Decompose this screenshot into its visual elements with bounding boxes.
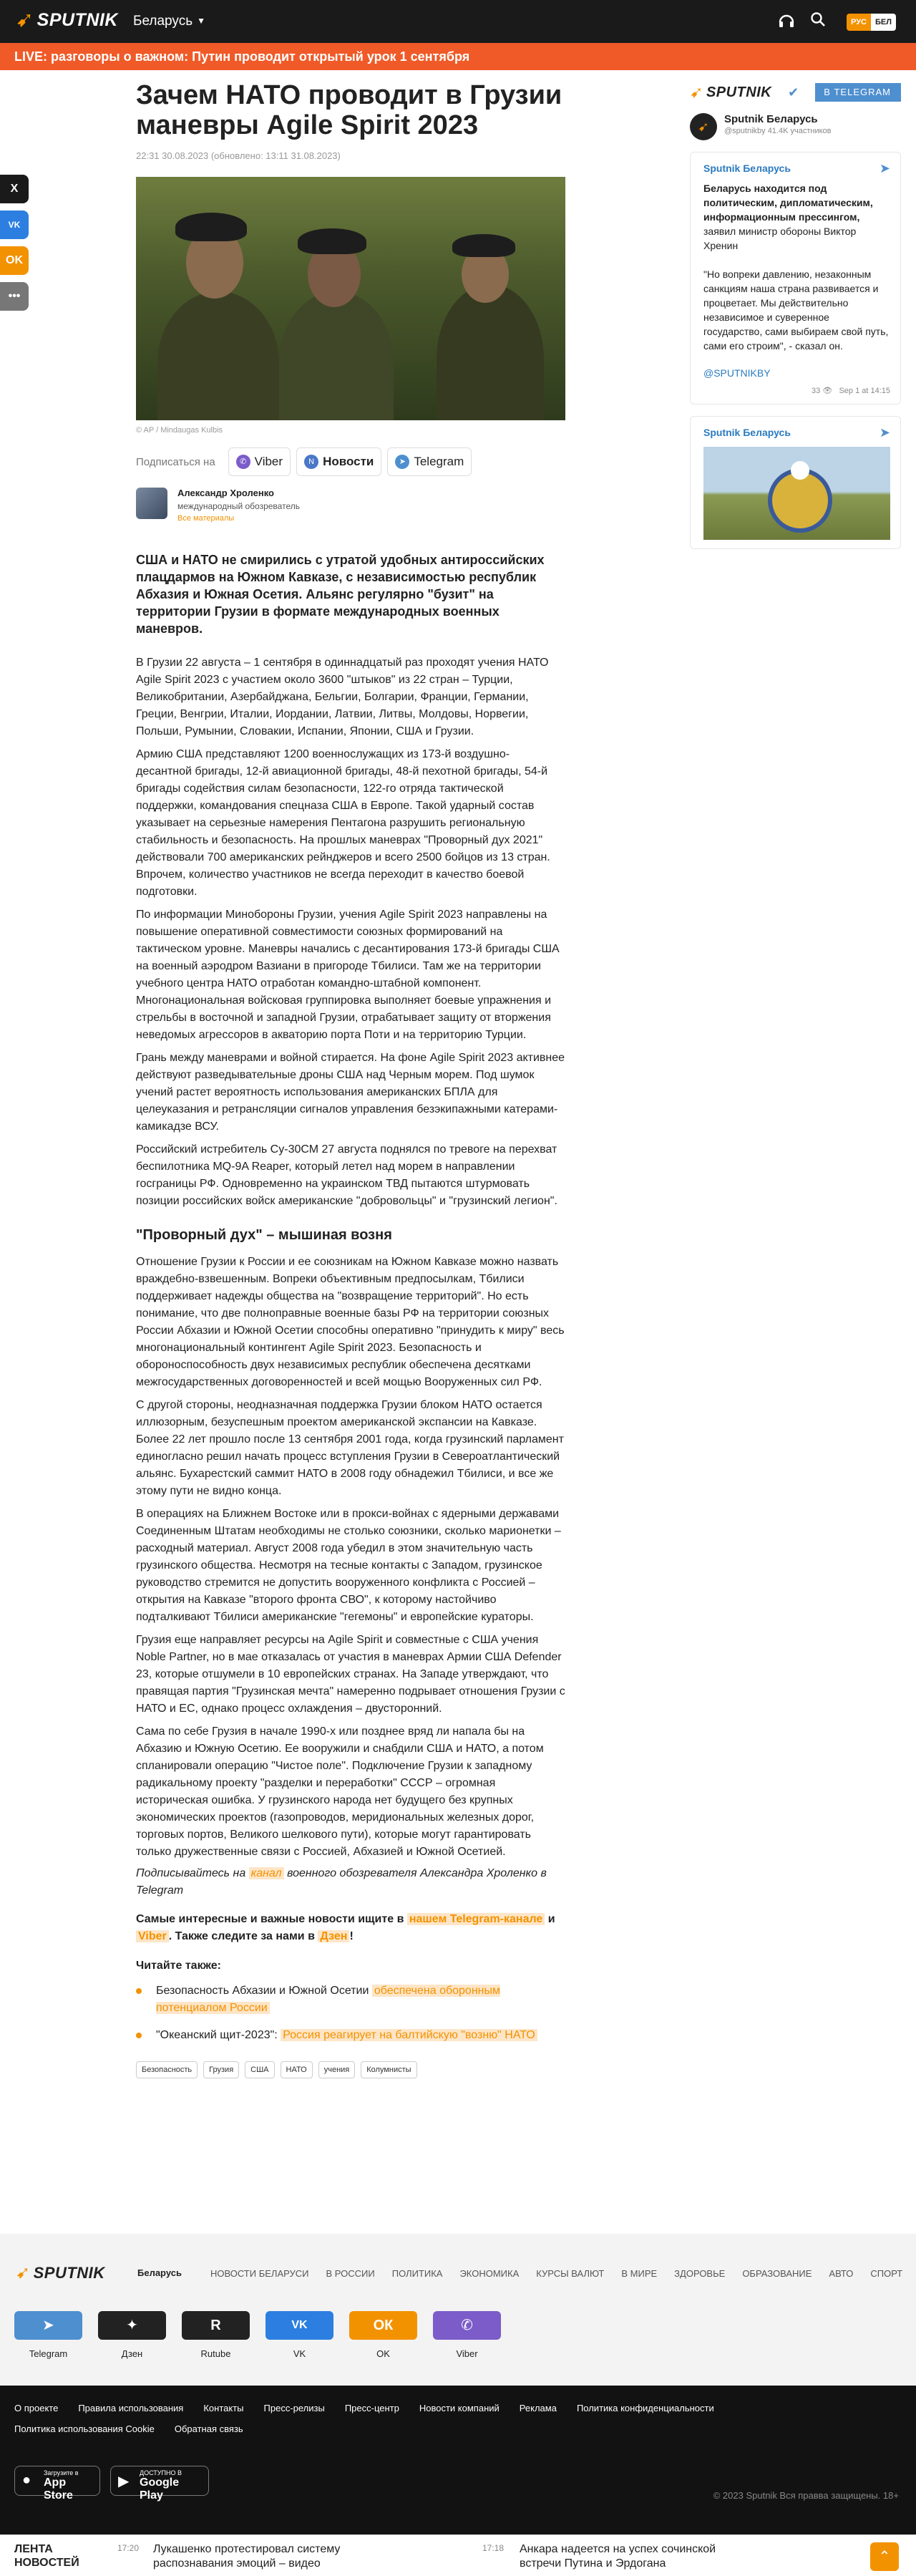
share-ok-button[interactable] (0, 246, 29, 275)
google-play-icon: ▶ (118, 2474, 130, 2489)
footer-social-rutube[interactable]: R Rutube (182, 2311, 250, 2359)
footer-link[interactable]: Контакты (203, 2403, 244, 2413)
paragraph: Грузия еще направляет ресурсы на Agile Spirit и совместные с США учения Noble Partner, но в мае отказалась от участия в маневрах Армии США Defender 23, которые отшумели в 10 европейских странах. На Западе утверждают, что правящая партия "Грузинская мечта" намеренно подрывает отношения Грузии с НАТО и ЕС, однако процесс охлаждения – двусторонний. (136, 1634, 565, 1715)
article-lead: США и НАТО не смирились с утратой удобных антироссийских плацдармов на Южном Кавказе, с независимостью республик Абхазия и Южная Осетия. Альянс регулярно "бузит" на территории Грузии в формате международных военных маневров. (136, 553, 545, 636)
paragraph: В Грузии 22 августа – 1 сентября в одиннадцатый раз проходят учения НАТО Agile Spirit 2023 с участием около 3600 "штыков" из 22 стран – Турции, Великобритании, Азербайджана, Бельгии, Болгарии, Франции, Германии, Греции, Венгрии, Италии, Иордании, Латвии, Литвы, Молдовы, Норвегии, Польши, Румынии, Словакии, Испании, Японии, США и Грузии. (136, 657, 549, 737)
top-bar (0, 0, 916, 43)
viber-icon: ✆ (236, 455, 250, 469)
footer-link[interactable]: Новости компаний (419, 2403, 500, 2413)
post-link[interactable]: @SPUTNIKBY (703, 367, 771, 379)
vk-icon: VK (265, 2311, 333, 2340)
paragraph: В операциях на Ближнем Востоке или в прокси-войнах с ядерными державами Соединенным Штатам необходимы не столько союзники, сколько марионетки – расходный материал. Август 2008 года убедил в этом значительную часть грузинского общества. Несмотря на тесные контакты с Западом, грузинское руководство стремится не допустить вооруженного конфликта с Россией – открытия на Кавказе "второго фронта СВО", к которому настойчиво подталкивают Тбилиси американские "гегемоны" и европейские кураторы. (136, 1508, 561, 1623)
follow-note: Самые интересные и важные новости ищите в нашем Telegram-канале и Viber . Также следите за нами в Дзен ! (136, 1913, 555, 1942)
article (136, 80, 565, 2078)
tag[interactable]: учения (318, 2061, 356, 2078)
footer-social-ok[interactable]: ОК OK (349, 2311, 417, 2359)
chevron-up-icon: ⌃ (878, 2549, 891, 2565)
telegram-icon: ➤ (14, 2311, 82, 2340)
dzen-link[interactable]: Дзен (318, 1930, 349, 1942)
related-link[interactable]: обеспечена оборонным потенциалом России (156, 1985, 500, 2014)
related-item: Безопасность Абхазии и Южной Осетии обеспечена оборонным потенциалом России (136, 1982, 565, 2017)
footer-link[interactable]: Реклама (519, 2403, 557, 2413)
rutube-icon: R (182, 2311, 250, 2340)
footer-social-telegram[interactable]: ➤ Telegram (14, 2311, 82, 2359)
paragraph: Сама по себе Грузия в начале 1990-х или позднее вряд ли напала бы на Абхазию и Южную Осетию. Ее вооружили и снабдили США и НАТО, а потом спланировали операцию "Чистое поле". Подключение Грузии к западному радикальному проекту "разделки и переработки" СССР – огромная историческая ошибка. У грузинского народа нет будущего без крупных экономических проектов (газопроводов, меридиональных железных дорог, торговых портов, Великого шелкового пути), которые могут гарантировать только дружественные связи с Россией, Абхазией и Южной Осетией. (136, 1725, 544, 1858)
apple-icon: ● (22, 2472, 31, 2488)
footer-link[interactable]: Политика использования Cookie (14, 2424, 155, 2434)
subheading: "Проворный дух" – мышиная возня (136, 1227, 392, 1243)
paragraph: Армию США представляют 1200 военнослужащих из 173-й воздушно-десантной бригады, 12-й авиационной бригады, 48-й пехотной бригады, 54-й бригады содействия силам безопасности, 122-го отряда тактической поддержки, командования спецназа США в Европе. Такой ударный состав указывает на серьезные намерения Пентагона разрушить региональную стабильность и безопасность. На прошлых маневрах "Проворный дух 2021" действовали 700 американских рейнджеров и всего 2500 бойцов из 13 стран. Впрочем, количество участников не всегда переходит в качество боевой подготовки. (136, 748, 550, 898)
widget-header (690, 80, 901, 105)
sputnik-logo[interactable]: ➹ SPUTNIK (16, 2263, 105, 2282)
author-block (136, 488, 565, 523)
google-play-button[interactable]: ▶ ДОСТУПНО В Google Play (110, 2466, 209, 2496)
ok-icon: OK (6, 254, 23, 266)
footer-nav (210, 2268, 902, 2279)
telegram-channel-link[interactable]: нашем Telegram-канале (407, 1913, 545, 1925)
author-role: международный обозреватель (177, 501, 300, 511)
post-image (703, 447, 890, 540)
news-feed-bar (0, 2534, 916, 2576)
tag[interactable]: НАТО (281, 2061, 313, 2078)
channel-meta: @sputnikby 41.4K участников (724, 127, 832, 135)
region-selector[interactable]: Беларусь ▼ (133, 14, 205, 29)
related-item: "Океанский щит-2023": Россия реагирует на балтийскую "возню" НАТО (136, 2027, 565, 2044)
footer-link[interactable]: О проекте (14, 2403, 59, 2413)
footer-social-dzen[interactable]: ✦ Дзен (98, 2311, 166, 2359)
channel-name: Sputnik Беларусь (724, 113, 818, 125)
sputnik-logo[interactable]: ➹ SPUTNIK (16, 8, 118, 32)
channel-link[interactable]: канал (249, 1867, 284, 1879)
footer-social-viber[interactable]: ✆ Viber (433, 2311, 501, 2359)
footer-link[interactable]: Обратная связь (174, 2424, 243, 2434)
language-switch (847, 14, 896, 31)
live-banner[interactable]: LIVE: разговоры о важном: Путин проводит открытый урок 1 сентября (0, 43, 916, 70)
telegram-icon: ➤ (879, 425, 890, 440)
tag[interactable]: США (245, 2061, 274, 2078)
tag[interactable]: Безопасность (136, 2061, 198, 2078)
telegram-post (690, 152, 901, 405)
related-link[interactable]: Россия реагирует на балтийскую "возню" НАТО (281, 2029, 537, 2041)
verified-icon: ✔ (788, 84, 799, 100)
scroll-up-button[interactable] (870, 2542, 899, 2571)
vk-icon: VK (8, 220, 21, 230)
footer-links (14, 2403, 802, 2434)
feed-item[interactable]: Лукашенко протестировал систему распознавания эмоций – видео (153, 2543, 341, 2570)
sputnik-swoosh-icon: ➹ (16, 2263, 31, 2282)
x-icon: X (10, 183, 19, 195)
footer-links-area (0, 2386, 916, 2534)
footer-link[interactable]: Политика конфиденциальности (576, 2403, 714, 2413)
views-icon: 👁 (822, 387, 833, 395)
footer-nav-item[interactable]: ЗДОРОВЬЕ (674, 2268, 726, 2279)
telegram-channel-note: Подписывайтесь на канал военного обозревателя Александра Хроленко в Telegram (136, 1867, 547, 1897)
footer-nav-area (0, 2234, 916, 2386)
footer-nav-item[interactable]: АВТО (829, 2268, 854, 2279)
feed-title[interactable]: ЛЕНТА НОВОСТЕЙ (14, 2543, 79, 2569)
lang-be[interactable]: БЕЛ (871, 14, 896, 31)
author-name[interactable]: Александр Хроленко (177, 488, 274, 498)
footer-nav-item[interactable]: ЭКОНОМИКА (459, 2268, 520, 2279)
telegram-widget (690, 80, 901, 549)
tag-list (136, 2061, 565, 2078)
footer-nav-item[interactable]: В РОССИИ (326, 2268, 375, 2279)
sputnik-swoosh-icon: ➹ (16, 8, 34, 32)
article-title: Зачем НАТО проводит в Грузии маневры Agile Spirit 2023 (136, 80, 562, 140)
post-meta: 33 👁 Sep 1 at 14:15 (811, 387, 890, 395)
lang-ru[interactable]: РУС (847, 14, 871, 31)
footer-social-vk[interactable]: VK VK (265, 2311, 333, 2359)
telegram-badge[interactable]: В TELEGRAM (815, 83, 901, 102)
post-text: Беларусь находится под политическим, дипломатическим, информационным прессингом, заявил министр обороны Виктор Хренин (703, 183, 873, 251)
footer-link[interactable]: Правила использования (78, 2403, 184, 2413)
telegram-icon: ➤ (879, 161, 890, 175)
article-photo (136, 177, 565, 420)
viber-icon: ✆ (433, 2311, 501, 2340)
footer-nav-item[interactable]: НОВОСТИ БЕЛАРУСИ (210, 2268, 309, 2279)
viber-link[interactable]: Viber (136, 1930, 169, 1942)
footer-nav-item[interactable]: ОБРАЗОВАНИЕ (742, 2268, 812, 2279)
feed-item[interactable]: Анкара надеется на успех сочинской встречи Путина и Эрдогана (520, 2543, 716, 2570)
news-icon: N (304, 455, 318, 469)
author-avatar[interactable] (136, 488, 167, 519)
footer-region: Беларусь (137, 2267, 182, 2278)
article-dates: 22:31 30.08.2023 (обновлено: 13:11 31.08.2023) (136, 150, 341, 161)
read-also-heading: Читайте также: (136, 1960, 221, 1972)
footer-nav-item[interactable]: СПОРТ (870, 2268, 903, 2279)
share-more-button[interactable] (0, 282, 29, 311)
author-all-link[interactable]: Все материалы (177, 514, 235, 523)
subscribe-telegram-button[interactable]: ➤ Telegram (387, 447, 472, 476)
share-vk-button[interactable] (0, 210, 29, 239)
app-store-button[interactable]: ● Загрузите в App Store (14, 2466, 100, 2496)
photo-caption: © AP / Mindaugas Kulbis (136, 426, 223, 435)
post-channel[interactable]: Sputnik Беларусь (703, 163, 791, 174)
tag[interactable]: Колумнисты (361, 2061, 416, 2078)
footer-nav-item[interactable]: ПОЛИТИКА (391, 2268, 443, 2279)
subscribe-viber-button[interactable]: ✆ Viber (228, 447, 291, 476)
channel-info[interactable] (690, 113, 901, 140)
search-icon[interactable] (807, 11, 829, 32)
feed-time: 17:18 (482, 2543, 505, 2553)
copyright: © 2023 Sputnik Вся правва защищены. 18+ (713, 2490, 899, 2501)
post-channel[interactable]: Sputnik Беларусь (703, 427, 791, 438)
footer-link[interactable]: Пресс-центр (344, 2403, 399, 2413)
dzen-icon: ✦ (98, 2311, 166, 2340)
footer-nav-item[interactable]: В МИРЕ (621, 2268, 658, 2279)
post-quote: "Но вопреки давлению, незаконным санкциям наша страна развивается и процветает. Мы действительно независимое и суверенное государство, сами выбираем свой путь, сами его строим", - сказал он. (703, 268, 889, 352)
telegram-icon: ➤ (395, 455, 409, 469)
subscribe-bar: Подписаться на ✆ Viber N Новости ➤ Telegram (136, 447, 565, 476)
more-icon: ••• (8, 290, 21, 302)
telegram-post (690, 416, 901, 549)
paragraph: Отношение Грузии к России и ее союзникам на Южном Кавказе можно назвать враждебно-взвешенным. Вопреки объективным предпосылкам, Тбилиси поддерживает надежды общества на "возвращение территорий". Но есть понимание, что две полноправные военные базы РФ на территории союзных России Абхазии и Южной Осетии способны оперативно "принудить к миру" весь многонациональный контингент Agile Spirit 2023. Безопасность и обороноспособность двух независимых республик обеспечена десятками межгосударственных договоренностей и всей мощью Вооруженных сил РФ. (136, 1256, 565, 1388)
subscribe-news-button[interactable]: N Новости (296, 447, 381, 476)
paragraph: С другой стороны, неодназначная поддержка Грузии блоком НАТО остается иллюзорным, безуспешным проектом американской экспансии на Кавказе. Более 22 лет прошло после 13 сентября 2001 года, когда грузинский парламент единогласно решил начать процесс вступления Грузии в Североатлантический альянс. Бухарестский саммит НАТО в 2008 году обнадежил Тбилиси, и все же этому пути не видно конца. (136, 1399, 564, 1497)
footer-nav-item[interactable]: КУРСЫ ВАЛЮТ (536, 2268, 605, 2279)
feed-time: 17:20 (117, 2543, 140, 2553)
share-x-button[interactable] (0, 175, 29, 203)
channel-avatar: ➹ (690, 113, 717, 140)
sputnik-logo[interactable]: ➹ SPUTNIK (690, 83, 772, 101)
ok-icon: ОК (349, 2311, 417, 2340)
footer-link[interactable]: Пресс-релизы (263, 2403, 325, 2413)
listen-icon[interactable] (776, 11, 797, 32)
chevron-down-icon: ▼ (197, 16, 205, 26)
paragraph: Грань между маневрами и войной стирается. На фоне Agile Spirit 2023 активнее действуют разведывательные дроны США над Черным морем. Под шумок учений растет вероятность использования американских БПЛА для целеуказания и ретрансляции сигналов управления безэкипажными катерами-камикадзе ВСУ. (136, 1052, 565, 1133)
paragraph: По информации Минобороны Грузии, учения Agile Spirit 2023 направлены на повышение оперативной совместимости союзных формирований на тактическом уровне. Маневры начались с десантирования 173-й бригады США на военный аэродром Вазиани в пригороде Тбилиси. Там же на территории учебного центра НАТО отработан командно-штабной компонент. Многонациональная войсковая группировка выполняет боевые упражнения и стрельбы в восточной и западной Грузии, отрабатывает защиту от вторжения неведомых агрессоров в акваторию порта Поти и на территорию Турции. (136, 909, 560, 1041)
paragraph: Российский истребитель Су-30СМ 27 августа поднялся по тревоге на перехват беспилотника MQ-9A Reaper, который летел над морем в направлении госграницы РФ. Одновременно на украинском ТВД пытаются штурмовать позиции российских войск американские "добровольцы" и "грузинский легион". (136, 1143, 557, 1207)
sputnik-swoosh-icon: ➹ (690, 83, 703, 101)
tag[interactable]: Грузия (203, 2061, 239, 2078)
